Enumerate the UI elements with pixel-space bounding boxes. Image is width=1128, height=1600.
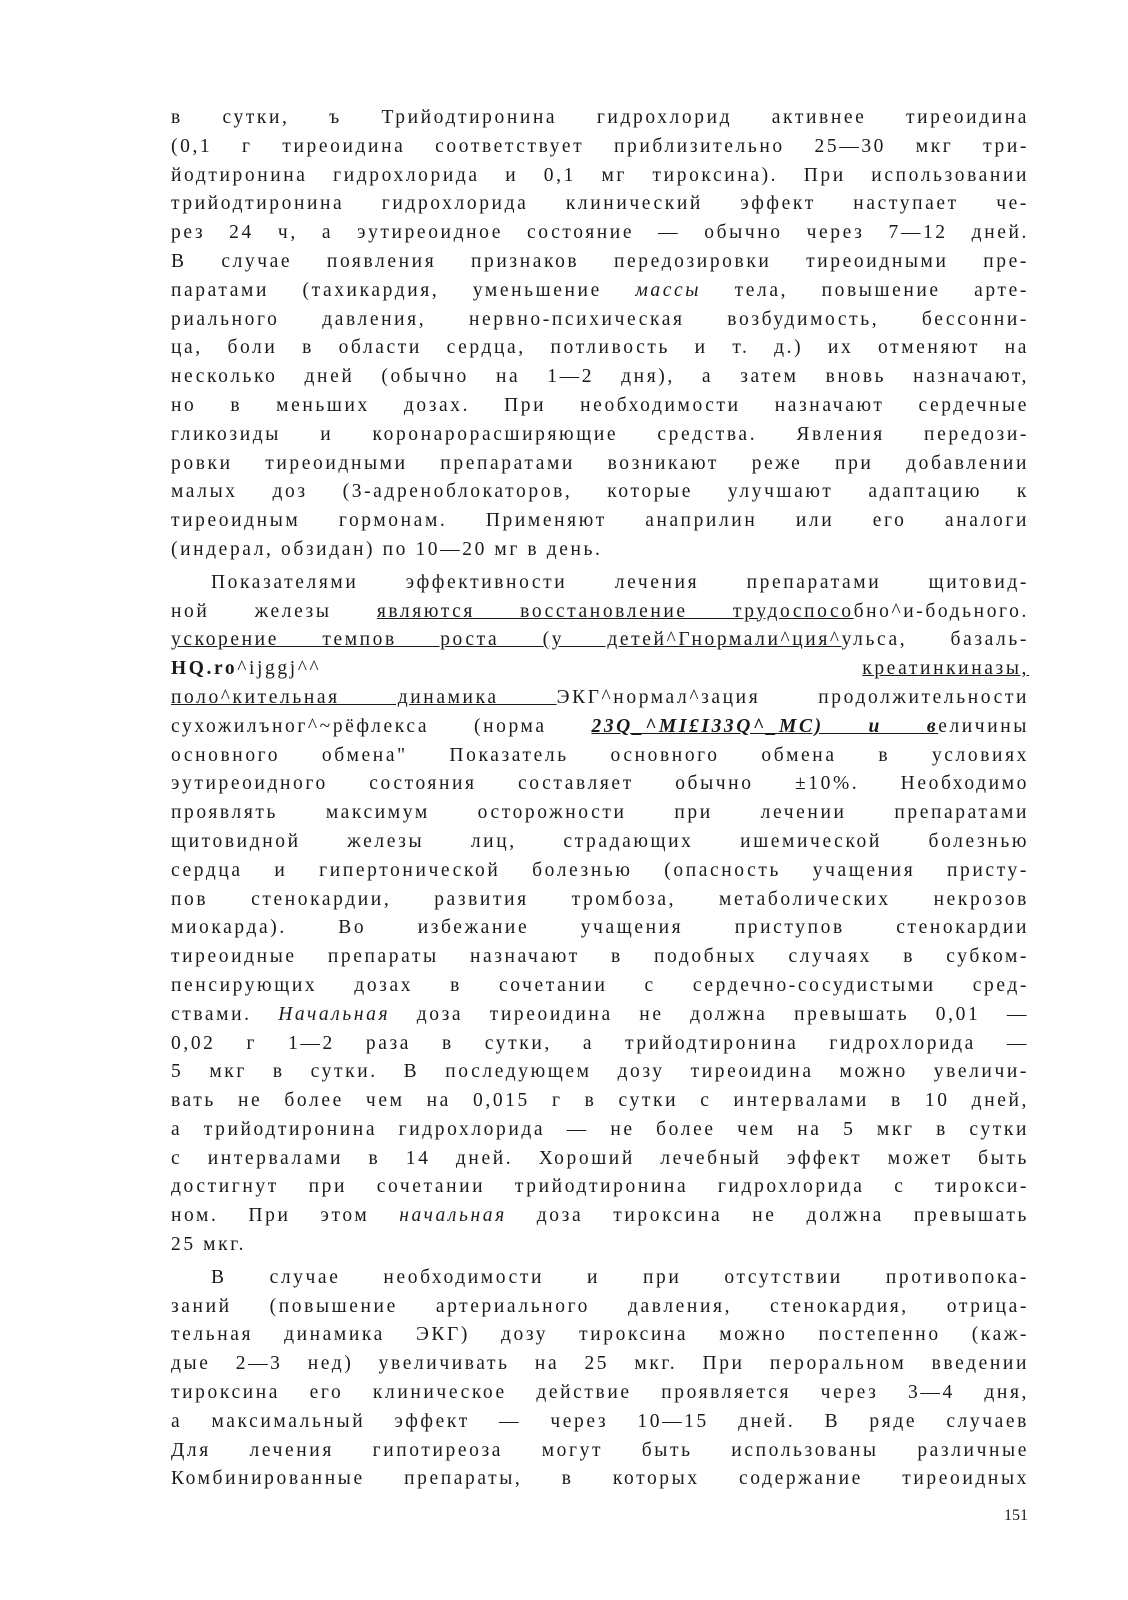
text-line: (0,1 г тиреоидина соответствует приблизительно 25—30 мкг три- [171, 135, 1029, 157]
underlined-run: креатинкиназы, [862, 658, 1029, 680]
text-run: доза тироксина не должна превышать [506, 1205, 1029, 1227]
text-line: пов стенокардии, развития тромбоза, метаболических некрозов [171, 888, 1029, 910]
bold-run: HQ.ro [171, 658, 238, 680]
text-line: основного обмена" Показатель основного обмена в условиях [171, 744, 1029, 766]
text-line: заний (повышение артериального давления, стенокардия, отрица- [171, 1295, 1029, 1317]
text-line: миокарда). Во избежание учащения приступов стенокардии [171, 917, 1029, 939]
text-line: тельная динамика ЭКГ) дозу тироксина можно постепенно (каж- [171, 1324, 1029, 1346]
text-line: эутиреоидного состояния составляет обычно ±10%. Необходимо [171, 773, 1029, 795]
text-line [171, 684, 1029, 713]
text-line: малых доз (3-адреноблокаторов, которые улучшают адаптацию к [171, 481, 1029, 503]
text-run: тела, повышение арте- [701, 279, 1029, 301]
text-line: В случае появления признаков передозировки тиреоидными пре- [171, 250, 1029, 272]
text-line: (индерал, обзидан) по 10—20 мг в день. [171, 538, 603, 560]
text-line [171, 1001, 1029, 1030]
text-line: Комбинированные препараты, в которых содержание тиреоидных [171, 1468, 1029, 1490]
text-line: а трийодтиронина гидрохлорида — не более чем на 5 мкг в сутки [171, 1118, 1029, 1140]
text-run: сухожилъног^~рёфлекса (норма [171, 715, 592, 737]
italic-run: начальная [399, 1205, 507, 1227]
underlined-run: являются восстановление трудоспосо [376, 600, 854, 622]
text-run: еличины [938, 715, 1029, 737]
text-run: ^ijggj^^ [237, 658, 863, 680]
text-line: достигнут при сочетании трийодтиронина гидрохлорида с тирокси- [171, 1176, 1029, 1198]
paragraph-first-line: Показателями эффективности лечения препаратами щитовид- [211, 571, 1029, 593]
underlined-run: ускорение темпов роста (у детей^Гнормали^ция^ [171, 629, 842, 651]
text-line: 25 мкг. [171, 1234, 247, 1256]
text-line: риального давления, нервно-психическая возбудимость, бессонни- [171, 308, 1029, 330]
text-line: 0,02 г 1—2 раза в сутки, а трийодтиронина гидрохлорида — [171, 1032, 1029, 1054]
text-line: но в меньших дозах. При необходимости назначают сердечные [171, 394, 1029, 416]
text-line [171, 277, 1029, 306]
text-line: с интервалами в 14 дней. Хороший лечебный эффект может быть [171, 1147, 1029, 1169]
text-line [171, 626, 1029, 655]
text-run: ЭКГ^нормал^зация продолжительности [556, 686, 1029, 708]
text-column [171, 104, 1029, 1494]
text-line: тироксина его клиническое действие проявляется через 3—4 дня, [171, 1382, 1029, 1404]
garbled-run: 23Q_^MI£I33Q^_MC) и в [591, 715, 939, 737]
text-line: 5 мкг в сутки. В последующем дозу тиреоидина можно увеличи- [171, 1061, 1029, 1083]
text-line: в сутки, ъ Трийодтиронина гидрохлорид активнее тиреоидина [171, 107, 1029, 128]
text-run: ульса, базаль- [841, 629, 1029, 651]
italic-run: массы [635, 279, 702, 301]
page-number: 151 [1004, 1507, 1028, 1524]
text-line: Для лечения гипотиреоза могут быть использованы различные [171, 1439, 1029, 1461]
text-line: тиреоидным гормонам. Применяют анаприлин или его аналоги [171, 510, 1029, 532]
text-line [171, 598, 1029, 627]
text-run: ном. При этом [171, 1205, 400, 1227]
text-run: доза тиреоидина не должна превышать 0,01 — [390, 1003, 1029, 1025]
underlined-run: поло^кительная динамика [171, 686, 557, 708]
text-line: ровки тиреоидными препаратами возникают реже при добавлении [171, 452, 1029, 474]
text-line: а максимальный эффект — через 10—15 дней. В ряде случаев [171, 1410, 1029, 1432]
text-run: бно^и-бодьного. [853, 600, 1029, 622]
text-line: несколько дней (обычно на 1—2 дня), а затем вновь назначают, [171, 366, 1029, 388]
text-run: паратами (тахикардия, уменьшение [171, 279, 636, 301]
text-line: пенсирующих дозах в сочетании с сердечно-сосудистыми сред- [171, 974, 1029, 996]
text-line: сердца и гипертонической болезнью (опасность учащения присту- [171, 859, 1029, 881]
text-line: ца, боли в области сердца, потливость и т. д.) их отменяют на [171, 337, 1029, 359]
paragraph-first-line: В случае необходимости и при отсутствии противопока- [211, 1266, 1029, 1288]
text-line [171, 713, 1029, 742]
text-run: ной железы [171, 600, 377, 622]
text-line: йодтиронина гидрохлорида и 0,1 мг тироксина). При использовании [171, 164, 1029, 186]
text-line: проявлять максимум осторожности при лечении препаратами [171, 802, 1029, 824]
text-line [171, 655, 1029, 684]
text-line: вать не более чем на 0,015 г в сутки с интервалами в 10 дней, [171, 1090, 1029, 1112]
text-line: трийодтиронина гидрохлорида клинический эффект наступает че- [171, 193, 1029, 215]
text-line [171, 1202, 1029, 1231]
text-line: щитовидной железы лиц, страдающих ишемической болезнью [171, 830, 1029, 852]
text-run: ствами. [171, 1003, 279, 1025]
italic-run: Начальная [278, 1003, 391, 1025]
text-line: дые 2—3 нед) увеличивать на 25 мкг. При пероральном введении [171, 1353, 1029, 1375]
text-line: гликозиды и коронарорасширяющие средства. Явления передози- [171, 423, 1029, 445]
text-line: рез 24 ч, а эутиреоидное состояние — обычно через 7—12 дней. [171, 222, 1029, 244]
text-line: тиреоидные препараты назначают в подобных случаях в субком- [171, 946, 1029, 968]
